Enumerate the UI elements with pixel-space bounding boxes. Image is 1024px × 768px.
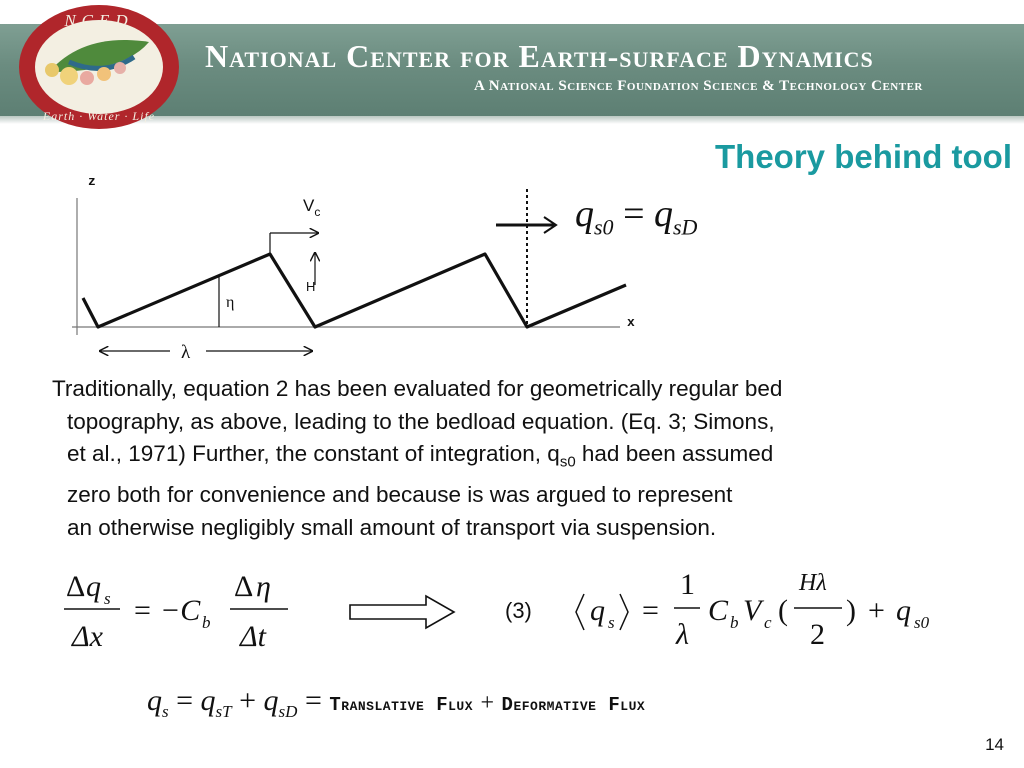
- body-line-5: an otherwise negligibly small amount of transport via suspension.: [67, 514, 717, 540]
- eta-label: η: [226, 294, 235, 311]
- svg-text:): ): [846, 594, 856, 627]
- svg-text:Δx: Δx: [72, 620, 103, 653]
- svg-text:s0: s0: [914, 613, 930, 632]
- svg-text:Hλ: Hλ: [799, 570, 827, 596]
- svg-text:λ: λ: [676, 618, 689, 651]
- svg-text:=: =: [642, 594, 659, 627]
- svg-text:η: η: [256, 570, 271, 603]
- hollow-arrow: [348, 594, 458, 630]
- bed-profile: [83, 254, 626, 327]
- nced-logo: [14, 2, 184, 132]
- vc-label: $V_c$: [303, 196, 321, 219]
- slide-title: Theory behind tool: [715, 138, 1012, 175]
- svg-text:Δ: Δ: [66, 570, 86, 603]
- organization-title: National Center for Earth-surface Dynamics: [205, 38, 874, 74]
- lambda-label: λ: [181, 342, 191, 363]
- logo-text-bottom: Earth · Water · Life: [42, 109, 156, 123]
- header-banner: [0, 0, 1024, 122]
- svg-text:b: b: [730, 613, 739, 632]
- translative-flux-label: Translative Flux: [329, 694, 473, 716]
- logo-text-top: NCED: [64, 11, 134, 30]
- body-line-3: et al., 1971) Further, the constant of integration, $q_{s0}$ had been assumed: [67, 441, 774, 471]
- equation-exner: [62, 562, 302, 662]
- svg-text:q: q: [590, 594, 605, 627]
- svg-text:Δt: Δt: [240, 620, 266, 653]
- svg-text:−C: −C: [160, 594, 201, 627]
- svg-text:q: q: [896, 594, 911, 627]
- svg-text:s: s: [104, 589, 111, 608]
- svg-text:c: c: [764, 613, 772, 632]
- svg-text:s: s: [608, 613, 615, 632]
- body-line-2: topography, as above, leading to the bedload equation. (Eq. 3; Simons,: [67, 408, 775, 434]
- svg-text:(: (: [778, 594, 788, 627]
- svg-text:2: 2: [810, 618, 825, 651]
- body-line-1: Traditionally, equation 2 has been evaluated for geometrically regular bed: [52, 376, 783, 401]
- svg-text:q: q: [86, 570, 101, 603]
- z-axis-label: z: [88, 174, 96, 189]
- page-number: 14: [985, 735, 1004, 754]
- equation-bedload: [570, 560, 950, 660]
- body-line-4: zero both for convenience and because is was argued to represent: [67, 482, 733, 507]
- equation-qs0-equals-qsd: $q_{s0} = q_{sD}$: [575, 193, 698, 240]
- svg-text:=: =: [134, 594, 151, 627]
- svg-text:+: +: [868, 594, 885, 627]
- deformative-flux-label: Deformative Flux: [501, 694, 646, 716]
- svg-text:1: 1: [680, 568, 695, 601]
- equation-flux-decomposition: $q_s = q_{sT} + q_{sD}$ = Translative Flux + Deformative Flux: [147, 684, 646, 721]
- x-axis-label: x: [627, 315, 635, 330]
- bedform-diagram: [60, 165, 660, 375]
- body-paragraph: [52, 373, 952, 544]
- svg-text:Δ: Δ: [234, 570, 254, 603]
- h-label: H: [306, 279, 316, 294]
- equation-number: (3): [505, 598, 532, 623]
- svg-text:C: C: [708, 594, 729, 627]
- svg-text:b: b: [202, 613, 211, 632]
- organization-subtitle: A National Science Foundation Science & Technology Center: [474, 78, 923, 94]
- arrow-to-equation: [496, 212, 560, 238]
- svg-text:V: V: [743, 594, 762, 627]
